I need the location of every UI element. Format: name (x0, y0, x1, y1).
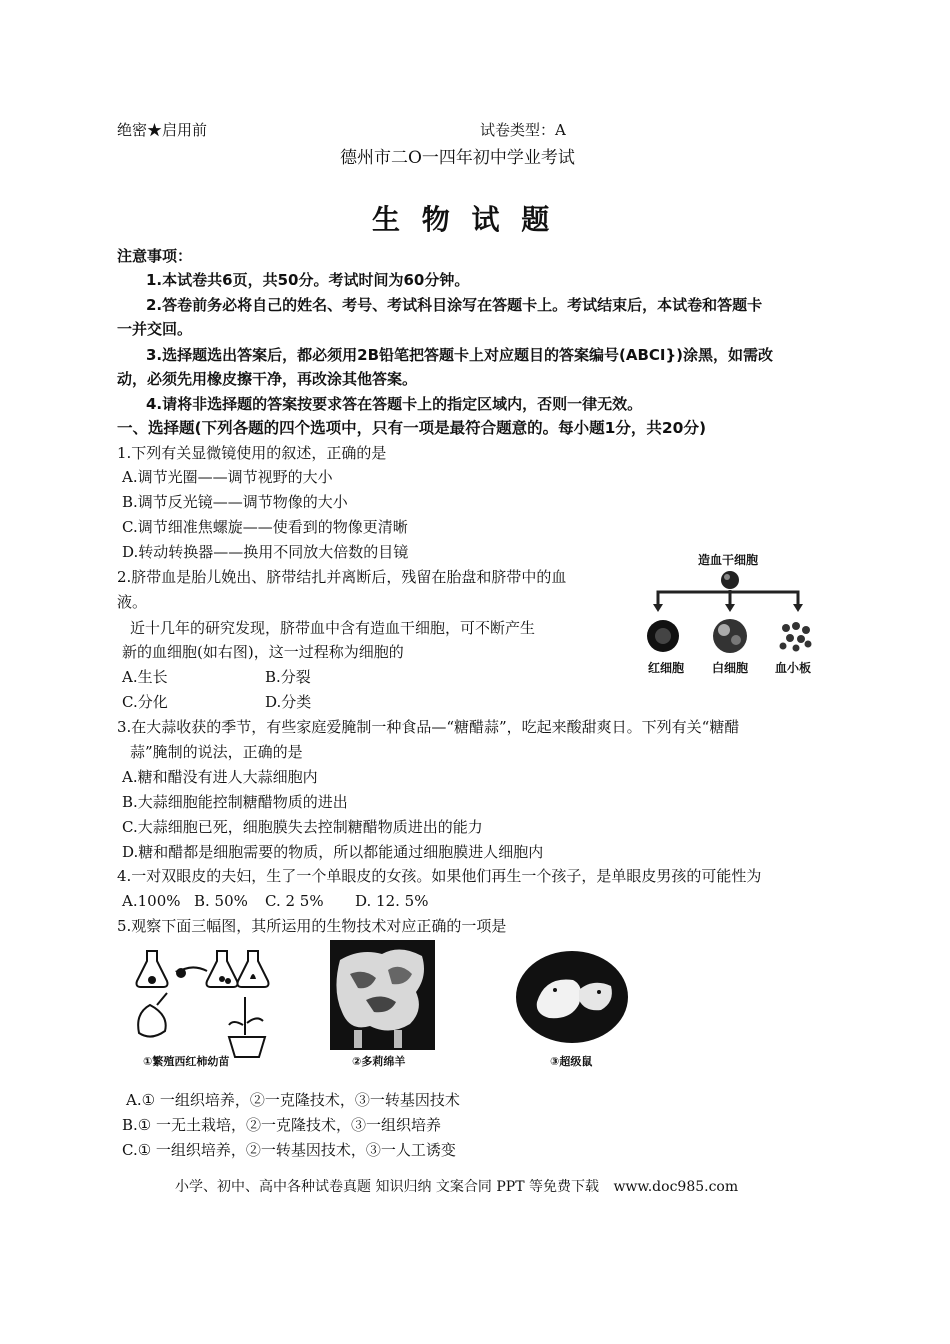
question-2-option-a: A.生长 (122, 668, 168, 686)
question-4-option-c: C. 2 5% (265, 892, 324, 910)
svg-text:红细胞: 红细胞 (647, 661, 685, 675)
svg-text:血小板: 血小板 (774, 661, 812, 675)
question-1-option-c: C.调节细准焦螺旋——使看到的物像更清晰 (122, 518, 408, 536)
note-item: 动，必须先用橡皮擦干净，再改涂其他答案。 (117, 370, 418, 388)
note-item: 4.请将非选择题的答案按要求答在答题卡上的指定区域内，否则一律无效。 (146, 395, 643, 413)
question-2-option-d: D.分类 (265, 693, 312, 711)
section-heading: 一、选择题(下列各题的四个选项中，只有一项是最符合题意的。每小题1分，共20分) (117, 419, 707, 437)
question-4-stem: 4.一对双眼皮的夫妇，生了一个单眼皮的女孩。如果他们再生一个孩子，是单眼皮男孩的可能性为 (117, 867, 762, 885)
paper-type-label: 试卷类型：A (480, 121, 566, 139)
notes-heading: 注意事项： (117, 247, 193, 265)
question-4-option-b: B. 50% (194, 892, 248, 910)
figure-2-caption: ②多莉绵羊 (352, 1055, 406, 1068)
question-5-option-c: C.① 一组织培养，②一转基因技术，③一人工诱变 (122, 1141, 456, 1159)
branch-arrows (658, 592, 798, 606)
note-item: 1.本试卷共6页，共50分。考试时间为60分钟。 (146, 271, 470, 289)
exam-name: 德州市二O一四年初中学业考试 (340, 148, 575, 168)
question-4-option-a: A.100% (122, 892, 181, 910)
svg-text:白细胞: 白细胞 (711, 661, 749, 675)
footer-url[interactable]: www.doc985.com (613, 1179, 739, 1195)
question-1-option-a: A.调节光圈——调节视野的大小 (122, 468, 333, 486)
question-1-stem: 1.下列有关显微镜使用的叙述，正确的是 (117, 444, 387, 462)
footer-description: 小学、初中、高中各种试卷真题 知识归纳 文案合同 PPT 等免费下载 (175, 1179, 599, 1195)
note-item: 一并交回。 (117, 320, 193, 338)
question-3-stem: 蒜”腌制的说法，正确的是 (130, 743, 303, 761)
question-2-stem: 液。 (117, 593, 148, 611)
platelet-icon (780, 622, 812, 652)
question-1-option-d: D.转动转换器——换用不同放大倍数的目镜 (122, 543, 409, 561)
question-5-option-b: B.① 一无土栽培，②一克隆技术，③一组织培养 (122, 1116, 442, 1134)
question-3-stem: 3.在大蒜收获的季节，有些家庭爱腌制一种食品—“糖醋蒜”，吃起来酸甜爽日。下列有关“糖醋 (117, 718, 740, 736)
super-mouse-photo (515, 950, 630, 1045)
note-item: 3.选择题选出答案后，都必须用2B铅笔把答题卡上对应题目的答案编号(ABCI})涂黑，如需改 (146, 346, 774, 364)
white-blood-cell-icon (713, 619, 747, 653)
footer-text (175, 1176, 738, 1196)
question-3-option-d: D.糖和醋都是细胞需要的物质，所以都能通过细胞膜进人细胞内 (122, 843, 544, 861)
tomato-seedling-figure (125, 945, 280, 1070)
question-2-option-b: B.分裂 (265, 668, 311, 686)
question-2-option-c: C.分化 (122, 693, 168, 711)
question-3-option-b: B.大蒜细胞能控制糖醋物质的进出 (122, 793, 348, 811)
figure-1-caption: ①繁殖西红柿幼苗 (143, 1055, 230, 1068)
question-3-option-a: A.糖和醋没有进人大蒜细胞内 (122, 768, 318, 786)
note-item: 2.答卷前务必将自己的姓名、考号、考试科目涂写在答题卡上。考试结束后，本试卷和答题卡 (146, 296, 763, 314)
question-2-stem: 近十几年的研究发现，脐带血中含有造血干细胞，可不断产生 (130, 619, 536, 637)
question-5-stem: 5.观察下面三幅图，其所运用的生物技术对应正确的一项是 (117, 917, 507, 935)
stem-cell-diagram (638, 546, 818, 676)
secret-label: 绝密★启用前 (117, 121, 208, 139)
question-3-option-c: C.大蒜细胞已死，细胞膜失去控制糖醋物质进出的能力 (122, 818, 483, 836)
question-2-stem: 2.脐带血是胎儿娩出、脐带结扎并离断后，残留在胎盘和脐带中的血 (117, 568, 567, 586)
page-title: 生 物 试 题 (372, 203, 556, 236)
stem-cell-icon (721, 571, 739, 589)
question-5-option-a: A.① 一组织培养，②一克隆技术，③一转基因技术 (126, 1091, 460, 1109)
stem-cell-label: 造血干细胞 (697, 553, 759, 567)
question-4-option-d: D. 12. 5% (355, 892, 429, 910)
question-1-option-b: B.调节反光镜——调节物像的大小 (122, 493, 348, 511)
figure-3-caption: ③超级鼠 (550, 1055, 593, 1068)
question-2-stem: 新的血细胞(如右图)，这一过程称为细胞的 (122, 643, 404, 661)
dolly-sheep-photo (330, 940, 435, 1050)
